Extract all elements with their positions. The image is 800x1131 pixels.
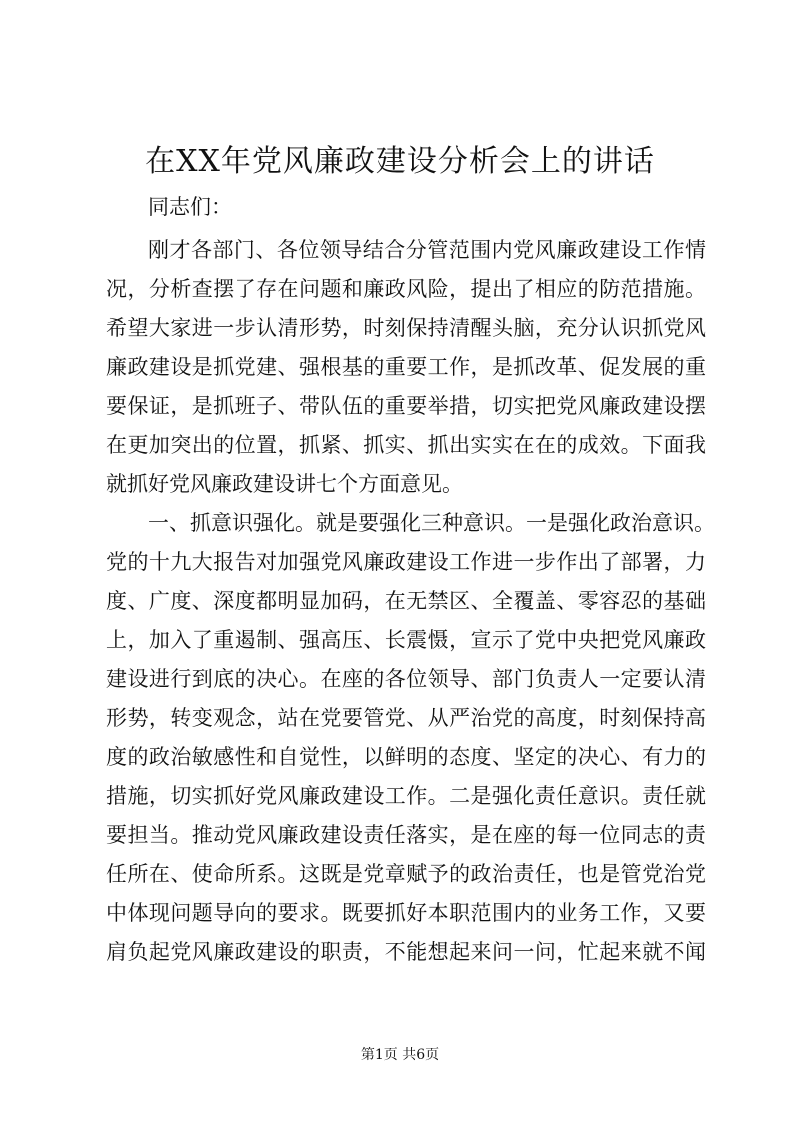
body-line: 廉政建设是抓党建、强根基的重要工作，是抓改革、促发展的重	[106, 355, 706, 379]
document-title: 在XX年党风廉政建设分析会上的讲话	[145, 144, 655, 179]
body-line: 度、广度、深度都明显加码，在无禁区、全覆盖、零容忍的基础	[106, 589, 706, 613]
body-line: 就抓好党风廉政建设讲七个方面意见。	[106, 472, 463, 496]
body-line: 要担当。推动党风廉政建设责任落实，是在座的每一位同志的责	[106, 823, 706, 847]
body-line: 中体现问题导向的要求。既要抓好本职范围内的业务工作，又要	[106, 901, 706, 925]
body-line: 肩负起党风廉政建设的职责，不能想起来问一问，忙起来就不闻	[106, 940, 706, 964]
body-line: 形势，转变观念，站在党要管党、从严治党的高度，时刻保持高	[106, 706, 706, 730]
body-line: 要保证，是抓班子、带队伍的重要举措，切实把党风廉政建设摆	[106, 394, 706, 418]
body-line: 上，加入了重遏制、强高压、长震慑，宣示了党中央把党风廉政	[106, 628, 706, 652]
body-line: 措施，切实抓好党风廉政建设工作。二是强化责任意识。责任就	[106, 784, 706, 808]
body-line: 一、抓意识强化。就是要强化三种意识。一是强化政治意识。	[148, 511, 715, 535]
body-line: 况，分析查摆了存在问题和廉政风险，提出了相应的防范措施。	[106, 277, 706, 301]
body-line: 建设进行到底的决心。在座的各位领导、部门负责人一定要认清	[106, 667, 706, 691]
page-number: 第1页 共6页	[360, 1047, 440, 1063]
body-line: 刚才各部门、各位领导结合分管范围内党风廉政建设工作情	[148, 238, 706, 262]
body-line: 在更加突出的位置，抓紧、抓实、抓出实实在在的成效。下面我	[106, 433, 706, 457]
salutation: 同志们：	[148, 195, 232, 219]
body-line: 党的十九大报告对加强党风廉政建设工作进一步作出了部署，力	[106, 550, 706, 574]
body-line: 度的政治敏感性和自觉性，以鲜明的态度、坚定的决心、有力的	[106, 745, 706, 769]
body-line: 希望大家进一步认清形势，时刻保持清醒头脑，充分认识抓党风	[106, 316, 706, 340]
body-line: 任所在、使命所系。这既是党章赋予的政治责任，也是管党治党	[106, 862, 706, 886]
